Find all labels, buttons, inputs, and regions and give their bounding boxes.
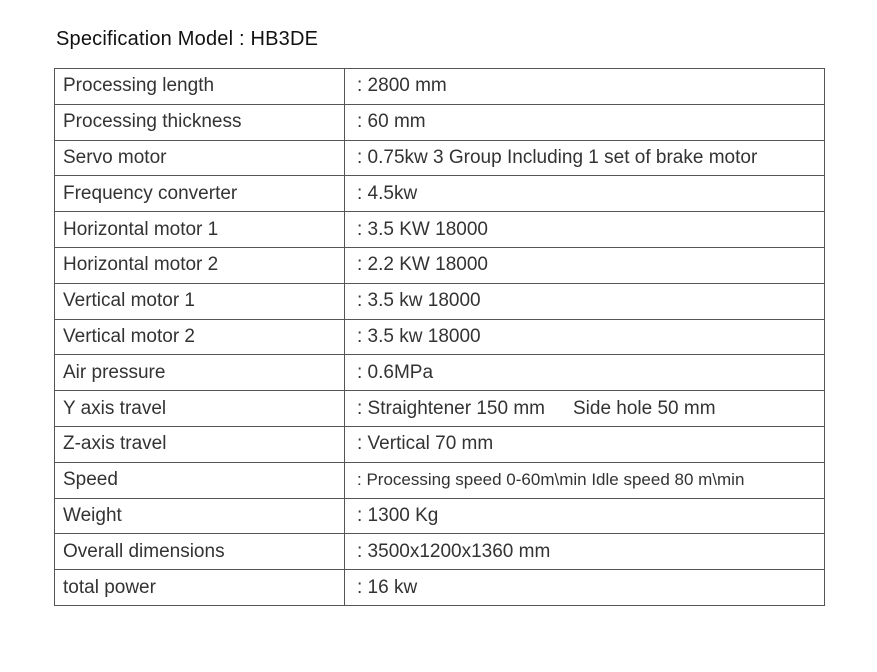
- table-row: [55, 319, 825, 355]
- spec-label: Speed: [55, 462, 345, 498]
- spec-value: : 60 mm: [345, 104, 825, 140]
- spec-value: [345, 391, 825, 427]
- spec-value: : Vertical 70 mm: [345, 426, 825, 462]
- spec-value: : 2.2 KW 18000: [345, 247, 825, 283]
- spec-value: : 16 kw: [345, 570, 825, 606]
- spec-value: : 1300 Kg: [345, 498, 825, 534]
- table-row: [55, 534, 825, 570]
- spec-value: : 3.5 kw 18000: [345, 283, 825, 319]
- spec-label: Horizontal motor 2: [55, 247, 345, 283]
- spec-value: : 0.75kw 3 Group Including 1 set of brake motor: [345, 140, 825, 176]
- spec-label: Weight: [55, 498, 345, 534]
- spec-value: : 0.6MPa: [345, 355, 825, 391]
- spec-label: Air pressure: [55, 355, 345, 391]
- spec-label: Vertical motor 2: [55, 319, 345, 355]
- spec-table: [54, 68, 825, 606]
- spec-value: : Processing speed 0-60m\min Idle speed 80 m\min: [345, 462, 825, 498]
- spec-label: Frequency converter: [55, 176, 345, 212]
- spec-label: Processing thickness: [55, 104, 345, 140]
- spec-label: Processing length: [55, 69, 345, 105]
- spec-value: : 3.5 kw 18000: [345, 319, 825, 355]
- spec-label: Z-axis travel: [55, 426, 345, 462]
- spec-label: Vertical motor 1: [55, 283, 345, 319]
- table-row: [55, 426, 825, 462]
- table-row: [55, 283, 825, 319]
- spec-label: Overall dimensions: [55, 534, 345, 570]
- spec-value-part: : Straightener 150 mm: [357, 397, 545, 419]
- table-row: [55, 176, 825, 212]
- spec-label: total power: [55, 570, 345, 606]
- table-row: [55, 570, 825, 606]
- table-row: [55, 247, 825, 283]
- spec-label: Y axis travel: [55, 391, 345, 427]
- table-row: [55, 498, 825, 534]
- spec-value-part: Side hole 50 mm: [572, 397, 716, 419]
- table-row: [55, 391, 825, 427]
- spec-value: : 3500x1200x1360 mm: [345, 534, 825, 570]
- table-row: [55, 212, 825, 248]
- page-title: Specification Model : HB3DE: [56, 28, 319, 50]
- spec-value: : 2800 mm: [345, 69, 825, 105]
- spec-label: Servo motor: [55, 140, 345, 176]
- table-row: [55, 69, 825, 105]
- table-row: [55, 355, 825, 391]
- table-row: [55, 140, 825, 176]
- spec-value: : 4.5kw: [345, 176, 825, 212]
- spec-label: Horizontal motor 1: [55, 212, 345, 248]
- table-row: [55, 462, 825, 498]
- table-row: [55, 104, 825, 140]
- spec-value: : 3.5 KW 18000: [345, 212, 825, 248]
